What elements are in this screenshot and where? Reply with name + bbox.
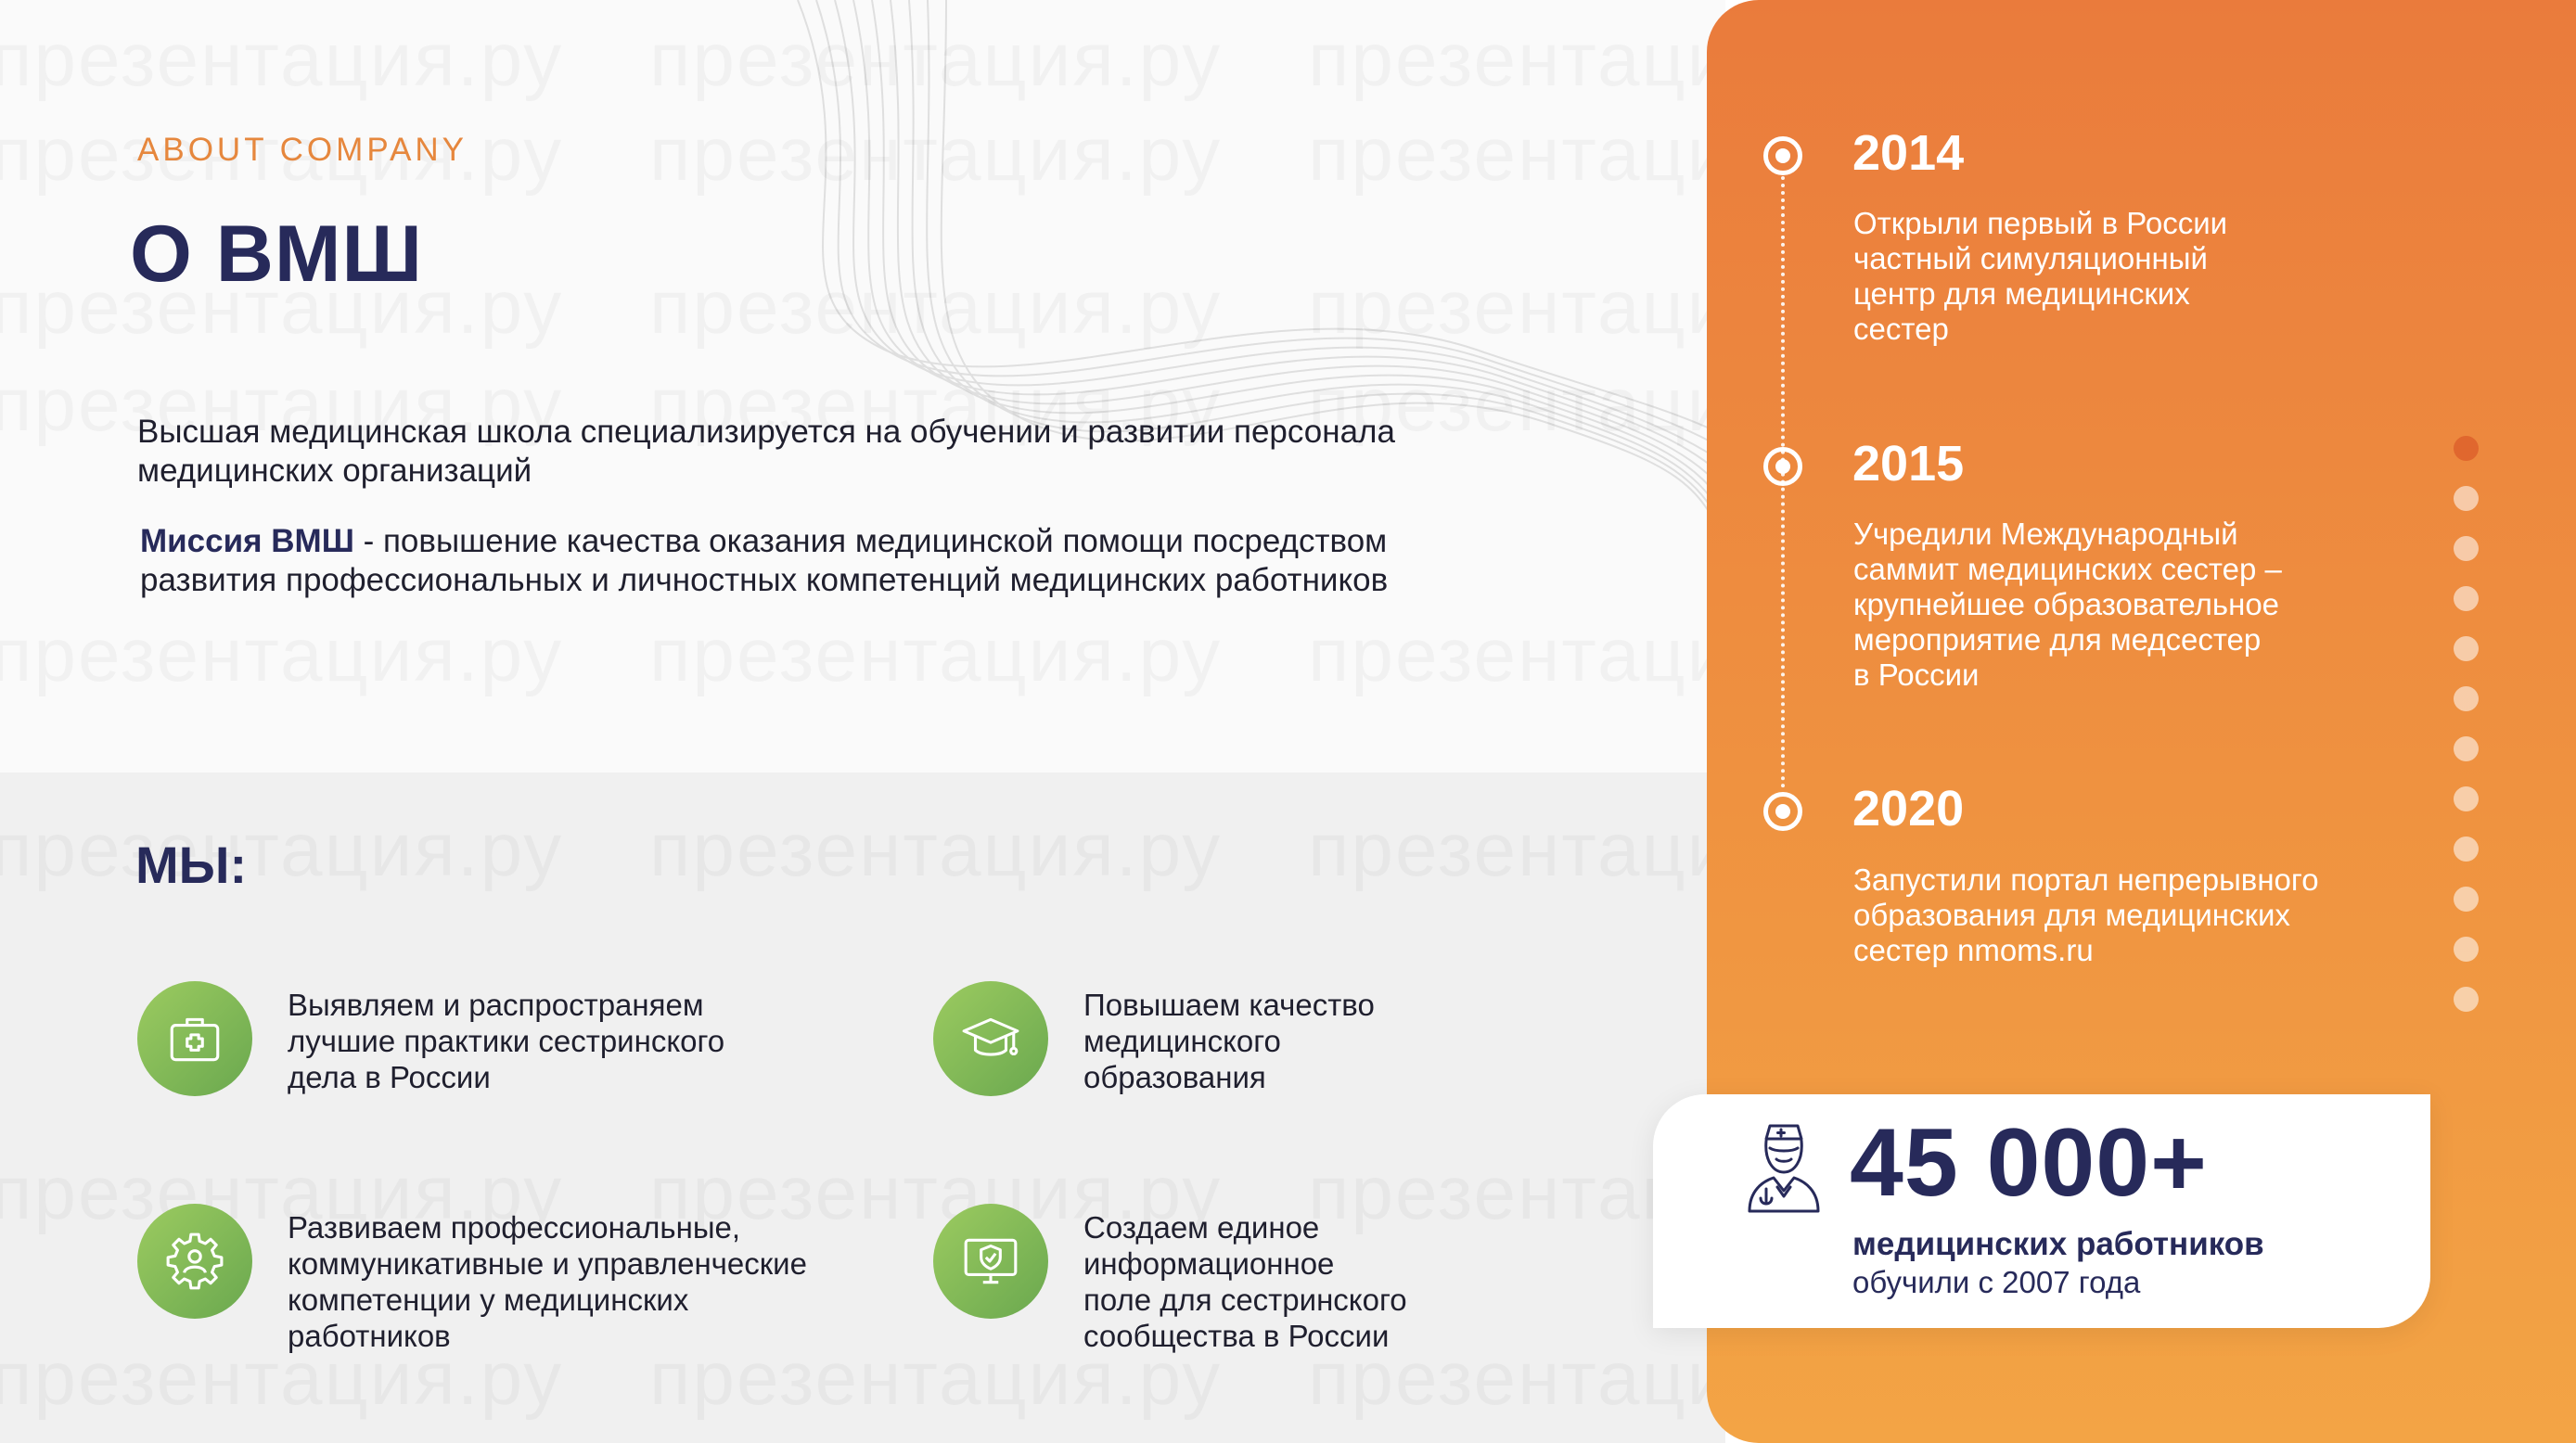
- watermark-row: [649, 264, 1222, 351]
- pager-dot[interactable]: [2454, 937, 2479, 962]
- mission-paragraph: [140, 522, 1439, 600]
- stat-subtitle: обучили с 2007 года: [1852, 1265, 2141, 1299]
- first-aid-kit-icon: [137, 981, 252, 1096]
- pager-dot[interactable]: [2454, 786, 2479, 811]
- mission-text: - повышение качества оказания медицинской помощи посредством развития профессиональных и личностных компетенций медицинских работников: [140, 523, 1389, 598]
- timeline-dot: [1763, 136, 1802, 175]
- pager-dot[interactable]: [2454, 987, 2479, 1012]
- watermark-row: [649, 111, 1222, 198]
- timeline-dot: [1763, 447, 1802, 486]
- watermark-row: [0, 807, 563, 894]
- pager-dot[interactable]: [2454, 736, 2479, 761]
- pager-dot[interactable]: [2454, 486, 2479, 511]
- feature-text: Создаем единое информационное поле для сестринского сообщества в России: [1083, 1210, 1407, 1353]
- monitor-shield-icon: [933, 1204, 1048, 1319]
- feature-item: [137, 1204, 807, 1354]
- intro-paragraph: Высшая медицинская школа специализируется на обучении и развитии персонала медицинских организаций: [137, 414, 1395, 489]
- pager-dot[interactable]: [2454, 436, 2479, 461]
- timeline-dot: [1763, 792, 1802, 831]
- watermark-row: [0, 612, 563, 699]
- watermark-row: [0, 17, 563, 104]
- watermark-row: [1308, 111, 1725, 198]
- watermark-row: [1308, 612, 1725, 699]
- watermark-row: [1308, 17, 1725, 104]
- graduation-cap-icon: [933, 981, 1048, 1096]
- pager-dot[interactable]: [2454, 636, 2479, 661]
- slide-pager: [2454, 436, 2481, 1037]
- timeline-year: 2020: [1852, 781, 1965, 836]
- nurse-icon: [1746, 1120, 1822, 1213]
- watermark-row: [1308, 807, 1725, 894]
- eyebrow-label: ABOUT COMPANY: [137, 132, 468, 168]
- pager-dot[interactable]: [2454, 887, 2479, 912]
- watermark-row: [1308, 264, 1725, 351]
- gear-person-icon: [137, 1204, 252, 1319]
- feature-text: Повышаем качество медицинского образования: [1083, 988, 1375, 1094]
- pager-dot[interactable]: [2454, 686, 2479, 711]
- feature-item: [933, 981, 1375, 1096]
- stat-value: 45 000+: [1850, 1109, 2208, 1217]
- pager-dot[interactable]: [2454, 586, 2479, 611]
- pager-dot[interactable]: [2454, 836, 2479, 862]
- page-title: О ВМШ: [130, 210, 423, 299]
- stat-label: медицинских работников: [1852, 1226, 2264, 1262]
- timeline-text: Запустили портал непрерывного образования для медицинских сестер nmoms.ru: [1853, 862, 2319, 967]
- timeline-text: Открыли первый в России частный симуляционный центр для медицинских сестер: [1853, 206, 2228, 346]
- watermark-row: [649, 807, 1222, 894]
- feature-item: [137, 981, 724, 1096]
- feature-text: Развиваем профессиональные, коммуникативные и управленческие компетенции у медицинских работников: [288, 1210, 807, 1353]
- pager-dot[interactable]: [2454, 536, 2479, 561]
- we-heading: МЫ:: [135, 836, 248, 894]
- watermark-row: [649, 612, 1222, 699]
- timeline-year: 2015: [1852, 436, 1965, 492]
- timeline-year: 2014: [1852, 125, 1965, 181]
- mission-label: Миссия ВМШ: [140, 523, 354, 559]
- timeline-text: Учредили Международный саммит медицинских сестер – крупнейшее образовательное мероприятие для медсестер в России: [1853, 517, 2282, 692]
- watermark-row: [649, 17, 1222, 104]
- feature-item: [933, 1204, 1407, 1354]
- feature-text: Выявляем и распространяем лучшие практики сестринского дела в России: [288, 988, 725, 1094]
